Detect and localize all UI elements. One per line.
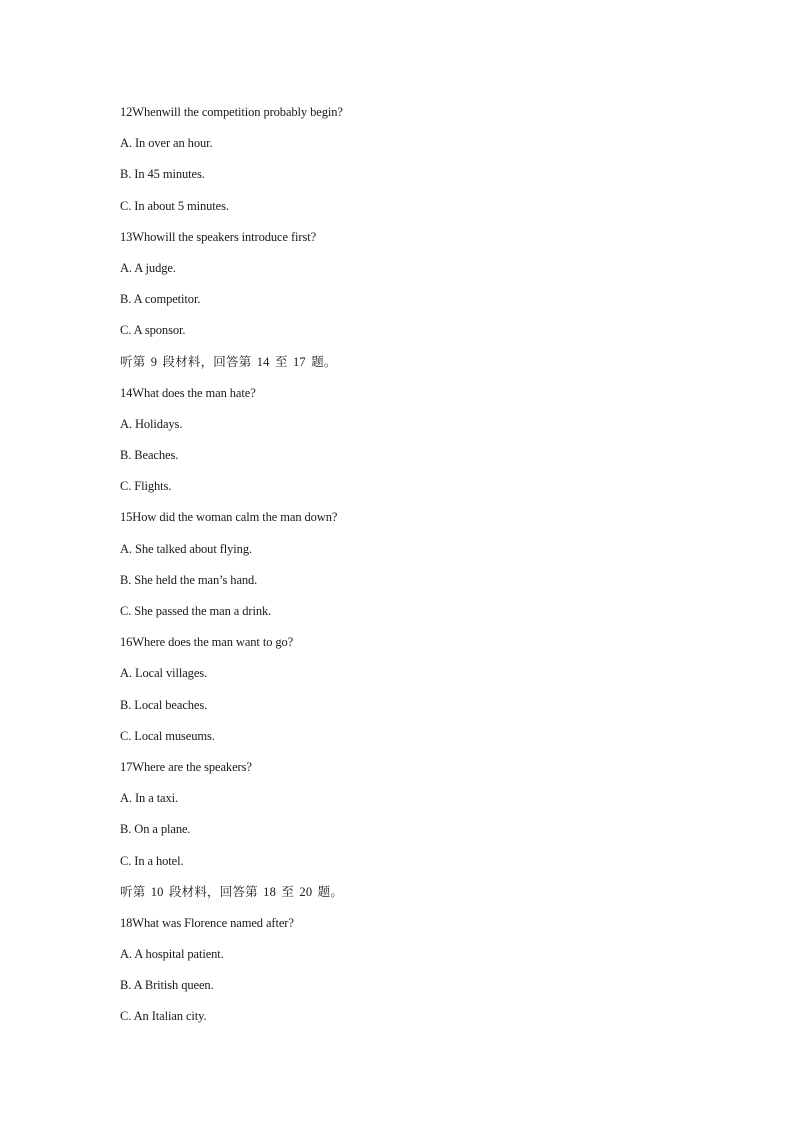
question-13: 13Whowill the speakers introduce first? xyxy=(120,229,317,244)
section-heading-10: 听第 10 段材料，回答第 18 至 20 题。 xyxy=(120,884,344,899)
option-14-c: C. Flights. xyxy=(120,479,172,494)
question-12: 12Whenwill the competition probably begin? xyxy=(120,105,343,119)
option-12-a: A. In over an hour. xyxy=(120,136,213,151)
option-15-b: B. She held the man’s hand. xyxy=(120,572,258,587)
option-17-a: A. In a taxi. xyxy=(120,791,179,806)
question-17: 17Where are the speakers? xyxy=(120,759,252,774)
option-17-b: B. On a plane. xyxy=(120,822,191,837)
option-14-b: B. Beaches. xyxy=(120,448,179,463)
option-15-c: C. She passed the man a drink. xyxy=(120,604,272,618)
question-14: 14What does the man hate? xyxy=(120,385,256,400)
option-17-c: C. In a hotel. xyxy=(120,853,184,868)
option-12-c: C. In about 5 minutes. xyxy=(120,198,229,213)
question-18: 18What was Florence named after? xyxy=(120,915,294,930)
option-16-b: B. Local beaches. xyxy=(120,697,208,712)
question-15: 15How did the woman calm the man down? xyxy=(120,510,338,525)
option-18-c: C. An Italian city. xyxy=(120,1009,207,1024)
option-13-a: A. A judge. xyxy=(120,260,176,275)
option-18-a: A. A hospital patient. xyxy=(120,947,224,962)
option-13-b: B. A competitor. xyxy=(120,292,201,307)
option-12-b: B. In 45 minutes. xyxy=(120,167,205,182)
question-list xyxy=(120,101,720,1037)
option-16-c: C. Local museums. xyxy=(120,728,215,743)
section-heading-9: 听第 9 段材料，回答第 14 至 17 题。 xyxy=(120,354,337,369)
option-16-a: A. Local villages. xyxy=(120,666,208,681)
option-14-a: A. Holidays. xyxy=(120,416,183,431)
option-15-a: A. She talked about flying. xyxy=(120,541,252,556)
option-13-c: C. A sponsor. xyxy=(120,323,186,338)
option-18-b: B. A British queen. xyxy=(120,978,214,993)
question-16: 16Where does the man want to go? xyxy=(120,635,294,650)
